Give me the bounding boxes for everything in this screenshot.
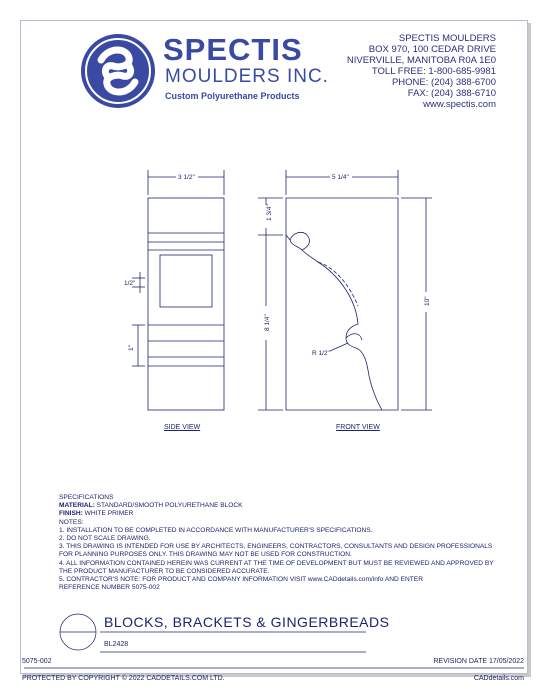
dim-side-width: 3 1/2" <box>178 174 195 181</box>
caddetails-link[interactable]: CADdetails.com <box>473 675 524 682</box>
revision-date: REVISION DATE 17/05/2022 <box>433 658 524 665</box>
brand-tagline: Custom Polyurethane Products <box>165 91 300 101</box>
address-line: PHONE: (204) 388-6700 <box>391 77 496 88</box>
note-line: FOR PLANNING PURPOSES ONLY. THIS DRAWING MAY NOT BE USED FOR CONSTRUCTION. <box>59 551 352 559</box>
product-title: BLOCKS, BRACKETS & GINGERBREADS <box>104 614 390 630</box>
dim-total: 10" <box>424 296 431 306</box>
material-label: MATERIAL: <box>59 502 95 510</box>
copyright-notice: PROTECTED BY COPYRIGHT © 2022 CADDETAILS.COM LTD. <box>22 675 225 682</box>
dim-one: 1" <box>128 345 135 351</box>
address-line: TOLL FREE: 1-800-685-9981 <box>371 66 496 77</box>
finish-line <box>59 510 494 518</box>
specifications-block <box>59 494 494 592</box>
address-line: NIVERVILLE, MANITOBA R0A 1E0 <box>346 55 496 66</box>
address-line: FAX: (204) 388-6710 <box>407 88 496 99</box>
address-line: BOX 970, 100 CEDAR DRIVE <box>368 44 496 55</box>
note-line: 4. ALL INFORMATION CONTAINED HEREIN WAS CURRENT AT THE TIME OF DEVELOPMENT BUT MUST BE REVIEWED AND APPROVED BY <box>59 559 494 567</box>
note-line: 1. INSTALLATION TO BE COMPLETED IN ACCORDANCE WITH MANUFACTURER'S SPECIFICATIONS. <box>59 526 373 534</box>
note-line: 3. THIS DRAWING IS INTENDED FOR USE BY ARCHITECTS, ENGINEERS, CONTRACTORS, CONSULTANTS AND DESIGN PROFESSIONALS <box>59 543 493 551</box>
address-line: SPECTIS MOULDERS <box>398 33 496 44</box>
dim-radius: R 1/2" <box>312 350 330 357</box>
front-view-profile <box>286 198 398 410</box>
material-value: STANDARD/SMOOTH POLYURETHANE BLOCK <box>94 502 243 510</box>
brand-name: SPECTIS <box>163 32 303 67</box>
side-view-panel <box>160 255 212 307</box>
notes-heading: NOTES: <box>59 518 84 526</box>
reference-number: 5075-002 <box>22 658 52 665</box>
specifications-heading: SPECIFICATIONS <box>59 494 114 501</box>
finish-value: WHITE PRIMER <box>82 510 134 518</box>
side-view-outline <box>148 198 224 410</box>
material-line <box>59 502 494 510</box>
website-link[interactable]: www.spectis.com <box>423 99 496 110</box>
finish-label: FINISH: <box>59 510 83 518</box>
dim-half: 1/2" <box>124 280 136 287</box>
note-line: REFERENCE NUMBER 5075-002 <box>59 584 160 592</box>
note-line: 2. DO NOT SCALE DRAWING. <box>59 535 151 543</box>
side-view-label: SIDE VIEW <box>164 424 201 431</box>
note-line: THE PRODUCT MANUFACTURER TO BE CONSIDERED ACCURATE. <box>59 567 270 575</box>
dim-mid: 8 1/4" <box>264 314 271 331</box>
product-code: BL2428 <box>104 641 129 648</box>
note-line: 5. CONTRACTOR'S NOTE: FOR PRODUCT AND COMPANY INFORMATION VISIT www.CADdetails.com/info AND ENTER <box>59 576 423 584</box>
dim-top: 1 3/4" <box>266 204 273 221</box>
brand-name-line2: MOULDERS INC. <box>165 66 329 87</box>
front-view-label: FRONT VIEW <box>336 424 380 431</box>
dim-front-width: 5 1/4" <box>332 174 349 181</box>
